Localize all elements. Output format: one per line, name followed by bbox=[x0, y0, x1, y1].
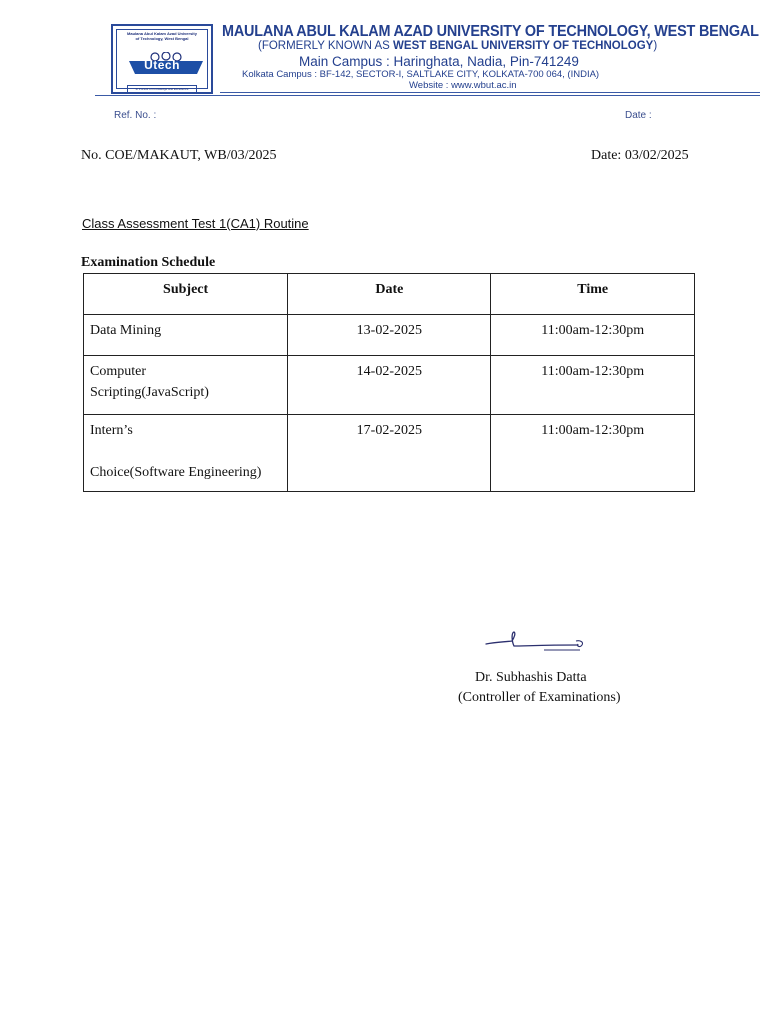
logo-motto: In Pursuit of Knowledge and Excellence bbox=[127, 85, 197, 93]
time-cell: 11:00am-12:30pm bbox=[491, 356, 695, 415]
table-row bbox=[84, 356, 695, 415]
main-campus-address: Main Campus : Haringhata, Nadia, Pin-741249 bbox=[299, 54, 579, 69]
letterhead-divider-upper bbox=[220, 92, 760, 93]
signatory-designation: (Controller of Examinations) bbox=[458, 690, 621, 705]
document-title: Class Assessment Test 1(CA1) Routine bbox=[82, 216, 309, 231]
table-row bbox=[84, 315, 695, 356]
subject-cell: Data Mining bbox=[84, 315, 288, 356]
logo-caption-line-1: Maulana Abul Kalam Azad University bbox=[127, 31, 197, 36]
table-row bbox=[84, 415, 695, 492]
column-header-time: Time bbox=[491, 274, 695, 315]
date-cell: 13-02-2025 bbox=[288, 315, 491, 356]
column-header-date: Date bbox=[288, 274, 491, 315]
schedule-heading: Examination Schedule bbox=[81, 255, 216, 270]
former-university-name: WEST BENGAL UNIVERSITY OF TECHNOLOGY bbox=[393, 40, 654, 52]
subject-cell: Intern’s Choice(Software Engineering) bbox=[84, 415, 288, 492]
handwritten-signature bbox=[484, 630, 590, 656]
university-logo bbox=[111, 24, 213, 94]
table-header-row bbox=[84, 274, 695, 315]
letterhead-date-label: Date : bbox=[625, 110, 652, 121]
logo-wordmark: Utech bbox=[144, 58, 180, 72]
website-line: Website : www.wbut.ac.in bbox=[409, 80, 517, 91]
university-name: MAULANA ABUL KALAM AZAD UNIVERSITY OF TECHNOLOGY, WEST BENGAL bbox=[222, 23, 759, 40]
signatory-name: Dr. Subhashis Datta bbox=[475, 670, 587, 685]
ref-no-label: Ref. No. : bbox=[114, 110, 157, 121]
logo-frame bbox=[116, 29, 208, 89]
memo-number: No. COE/MAKAUT, WB/03/2025 bbox=[81, 148, 277, 163]
logo-caption-line-2: of Technology, West Bengal bbox=[135, 36, 189, 41]
former-name-line bbox=[258, 40, 728, 52]
time-cell: 11:00am-12:30pm bbox=[491, 415, 695, 492]
date-cell: 17-02-2025 bbox=[288, 415, 491, 492]
former-prefix: (FORMERLY KNOWN AS bbox=[258, 40, 394, 52]
memo-date: Date: 03/02/2025 bbox=[591, 148, 689, 163]
time-cell: 11:00am-12:30pm bbox=[491, 315, 695, 356]
date-cell: 14-02-2025 bbox=[288, 356, 491, 415]
subject-cell: Computer Scripting(JavaScript) bbox=[84, 356, 288, 415]
column-header-subject: Subject bbox=[84, 274, 288, 315]
former-suffix: ) bbox=[653, 40, 658, 52]
letterhead-divider bbox=[95, 95, 760, 96]
kolkata-campus-address: Kolkata Campus : BF-142, SECTOR-I, SALTLAKE CITY, KOLKATA-700 064, (INDIA) bbox=[242, 69, 600, 80]
schedule-table bbox=[83, 273, 695, 492]
